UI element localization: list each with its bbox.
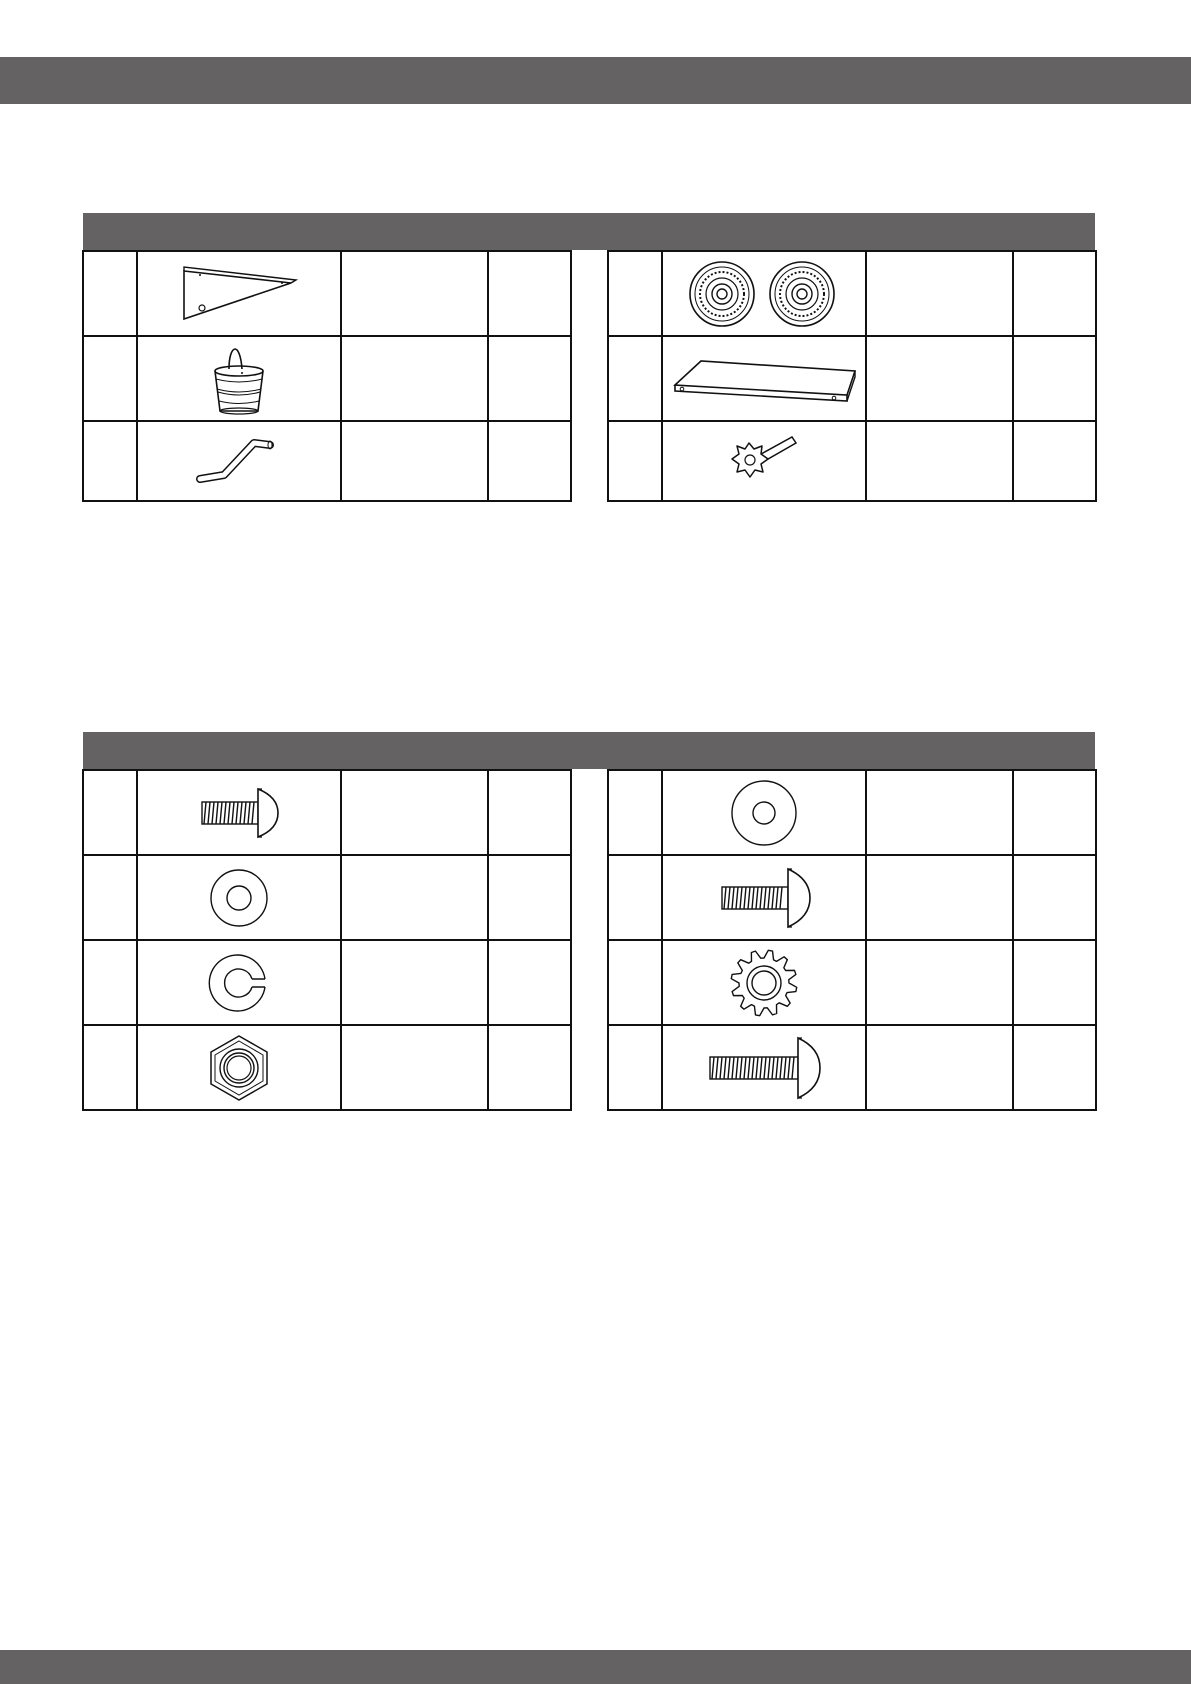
table-row xyxy=(608,855,1096,940)
table-row xyxy=(83,251,571,336)
table-row xyxy=(608,336,1096,421)
shelf-board-icon xyxy=(669,349,859,409)
parts-table-right xyxy=(607,250,1097,502)
bent-handle-rod-icon xyxy=(194,431,284,491)
parts-table-left xyxy=(82,250,572,502)
table-row xyxy=(608,770,1096,855)
table-row xyxy=(608,940,1096,1025)
flat-washer-large-icon xyxy=(728,777,800,849)
table-row xyxy=(83,421,571,501)
split-lock-washer-icon xyxy=(204,948,274,1018)
table-row xyxy=(83,855,571,940)
flat-washer-small-icon xyxy=(207,866,271,930)
table-row xyxy=(608,251,1096,336)
toothed-lock-washer-icon xyxy=(727,946,801,1020)
hardware-table-left xyxy=(82,769,572,1111)
bucket-icon xyxy=(204,339,274,419)
star-knob-bolt-icon xyxy=(724,429,804,493)
hardware-section-bar xyxy=(83,732,1095,769)
header-band xyxy=(0,57,1191,104)
mushroom-head-bolt-medium-icon xyxy=(714,865,814,931)
table-row xyxy=(83,940,571,1025)
table-row xyxy=(83,1025,571,1110)
triangle-bracket-icon xyxy=(174,263,304,325)
mushroom-head-bolt-long-icon xyxy=(704,1035,824,1101)
parts-section-bar xyxy=(83,213,1095,250)
table-row xyxy=(608,421,1096,501)
wheels-pair-icon xyxy=(684,259,844,329)
table-row xyxy=(608,1025,1096,1110)
table-row xyxy=(83,770,571,855)
hardware-table-right xyxy=(607,769,1097,1111)
footer-band xyxy=(0,1650,1191,1684)
table-row xyxy=(83,336,571,421)
hex-nut-icon xyxy=(204,1033,274,1103)
mushroom-head-bolt-icon xyxy=(194,783,284,843)
